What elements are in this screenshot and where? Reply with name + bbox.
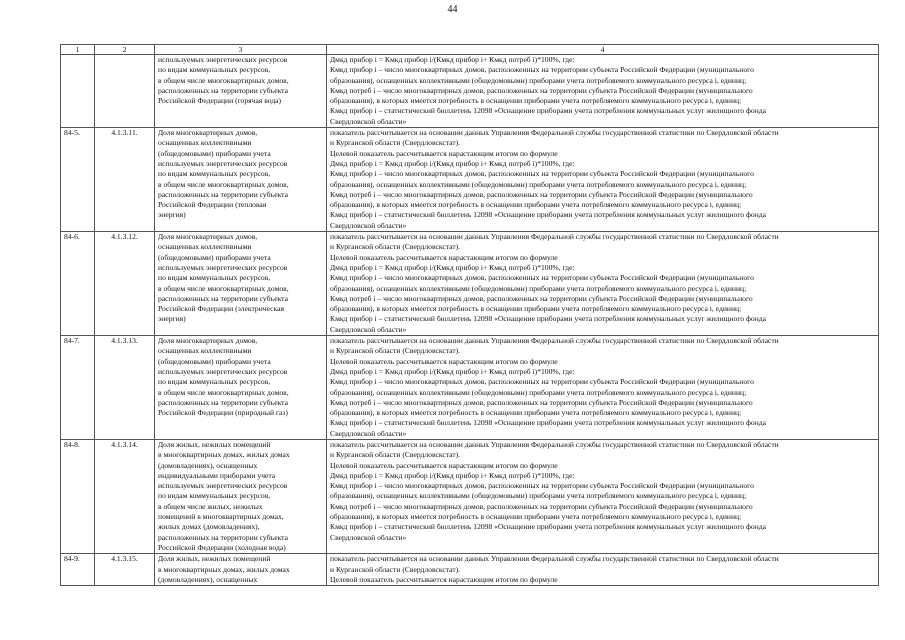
calculation-method <box>327 128 879 232</box>
calculation-method-line: Целевой показатель рассчитывается нарастающим итогом по формуле <box>330 356 558 366</box>
indicator-name-line: используемых энергетических ресурсов <box>158 481 288 491</box>
row-number <box>61 55 95 128</box>
indicator-name-line: в общем числе многоквартирных домов, <box>158 75 289 85</box>
calculation-method-line: Свердловской области» <box>330 116 407 126</box>
calculation-method-line: Целевой показатель рассчитывается нарастающим итогом по формуле <box>330 252 558 262</box>
header-col-2: 2 <box>95 45 155 55</box>
calculation-method-line: Кмкд прибор i – статистический бюллетень 12098 «Оснащение приборами учета потребления коммунальных услуг жилищного фонда <box>330 314 766 324</box>
calculation-method-line: образования), оснащенных коллективными (общедомовыми) приборами учета потребляемого коммунального ресурса i, единиц; <box>330 75 747 85</box>
indicator-name-line: энергия) <box>158 210 186 220</box>
page-number: 44 <box>447 4 458 15</box>
calculation-method-line: Кмкд потреб i – число многоквартирных домов, расположенных на территории субъекта Российской Федерации (муниципального <box>330 85 753 95</box>
indicator-name-line: (домовладениях), оснащенных <box>158 574 258 584</box>
calculation-method <box>327 554 879 586</box>
calculation-method-line: образования), оснащенных коллективными (общедомовыми) приборами учета потребляемого коммунального ресурса i, единиц; <box>330 179 747 189</box>
indicator-name-line: (общедомовыми) приборами учета <box>158 252 271 262</box>
calculation-method-line: Дмкд прибор i = Кмкд прибор i/(Кмкд прибор i+ Кмкд потреб i)*100%, где: <box>330 366 575 376</box>
calculation-method-line: и Курганской области (Свердловскстат). <box>330 450 461 460</box>
row-code: 4.1.3.12. <box>95 232 155 336</box>
indicator-name-line: в общем числе многоквартирных домов, <box>158 179 289 189</box>
calculation-method-line: Кмкд прибор i – число многоквартирных домов, расположенных на территории субъекта Российской Федерации (муниципального <box>330 169 754 179</box>
calculation-method-line: образования), в которых имеется потребность в оснащении приборами учета потребляемого коммунального ресурса i, единиц; <box>330 408 742 418</box>
indicator-name-line: по видам коммунальных ресурсов, <box>158 169 271 179</box>
calculation-method-line: показатель рассчитывается на основании данных Управления Федеральной службы государственной статистики по Свердловской области <box>330 439 779 449</box>
indicator-name-line: энергия) <box>158 314 186 324</box>
indicator-name-line: Доля жилых, нежилых помещений <box>158 554 271 564</box>
indicator-name-line: оснащенных коллективными <box>158 242 252 252</box>
calculation-method-line: Кмкд потреб i – число многоквартирных домов, расположенных на территории субъекта Российской Федерации (муниципального <box>330 293 753 303</box>
calculation-method-line: образования), оснащенных коллективными (общедомовыми) приборами учета потребляемого коммунального ресурса i, единиц; <box>330 283 747 293</box>
calculation-method-line: Кмкд потреб i – число многоквартирных домов, расположенных на территории субъекта Российской Федерации (муниципального <box>330 501 753 511</box>
calculation-method-line: показатель рассчитывается на основании данных Управления Федеральной службы государственной статистики по Свердловской области <box>330 336 779 346</box>
row-code: 4.1.3.14. <box>95 439 155 553</box>
indicator-name <box>155 128 327 232</box>
indicator-name-line: используемых энергетических ресурсов <box>158 262 288 272</box>
row-number: 84-5. <box>61 128 95 232</box>
row-code: 4.1.3.13. <box>95 336 155 440</box>
row-number: 84-7. <box>61 336 95 440</box>
indicator-name-line: в общем числе жилых, нежилых <box>158 501 263 511</box>
indicator-name-line: в многоквартирных домах, жилых домах <box>158 564 290 574</box>
indicator-name-line: Российской Федерации (тепловая <box>158 200 267 210</box>
indicator-name-line: Доля жилых, нежилых помещений <box>158 439 271 449</box>
indicator-name-line: расположенных на территории субъекта <box>158 532 288 542</box>
indicator-name-line: используемых энергетических ресурсов <box>158 366 288 376</box>
indicator-name <box>155 439 327 553</box>
calculation-method-line: Свердловской области» <box>330 428 407 438</box>
indicator-name-line: (домовладениях), оснащенных <box>158 460 258 470</box>
indicator-name-line: оснащенных коллективными <box>158 138 252 148</box>
table-header-row <box>61 45 879 55</box>
calculation-method-line: Кмкд прибор i – число многоквартирных домов, расположенных на территории субъекта Российской Федерации (муниципального <box>330 273 754 283</box>
indicator-name-line: расположенных на территории субъекта <box>158 293 288 303</box>
calculation-method-line: Свердловской области» <box>330 324 407 334</box>
indicator-name-line: расположенных на территории субъекта <box>158 397 288 407</box>
calculation-method <box>327 55 879 128</box>
indicator-name-line: жилых домах (домовладениях), <box>158 522 260 532</box>
indicator-name-line: Российской Федерации (электрическая <box>158 304 284 314</box>
calculation-method-line: Кмкд прибор i – статистический бюллетень 12098 «Оснащение приборами учета потребления коммунальных услуг жилищного фонда <box>330 418 766 428</box>
calculation-method-line: Кмкд прибор i – статистический бюллетень 12098 «Оснащение приборами учета потребления коммунальных услуг жилищного фонда <box>330 210 766 220</box>
calculation-method-line: Кмкд прибор i – число многоквартирных домов, расположенных на территории субъекта Российской Федерации (муниципального <box>330 65 754 75</box>
indicators-table <box>60 44 879 586</box>
indicator-name <box>155 232 327 336</box>
calculation-method-line: Свердловской области» <box>330 532 407 542</box>
indicator-name-line: Российской Федерации (горячая вода) <box>158 96 282 106</box>
indicator-name-line: в многоквартирных домах, жилых домах <box>158 450 290 460</box>
calculation-method-line: и Курганской области (Свердловскстат). <box>330 346 461 356</box>
table-row <box>61 55 879 128</box>
row-number: 84-6. <box>61 232 95 336</box>
header-col-1: 1 <box>61 45 95 55</box>
indicator-name-line: Доля многоквартирных домов, <box>158 336 258 346</box>
row-code <box>95 55 155 128</box>
indicator-name-line: в общем числе многоквартирных домов, <box>158 283 289 293</box>
indicator-name-line: Российской Федерации (природный газ) <box>158 408 288 418</box>
header-col-3: 3 <box>155 45 327 55</box>
row-number: 84-8. <box>61 439 95 553</box>
indicator-name-line: (общедомовыми) приборами учета <box>158 356 271 366</box>
indicator-name <box>155 336 327 440</box>
indicator-name <box>155 55 327 128</box>
calculation-method <box>327 439 879 553</box>
indicator-name-line: используемых энергетических ресурсов <box>158 158 288 168</box>
calculation-method-line: и Курганской области (Свердловскстат). <box>330 242 461 252</box>
calculation-method-line: Кмкд прибор i – статистический бюллетень 12098 «Оснащение приборами учета потребления коммунальных услуг жилищного фонда <box>330 106 766 116</box>
calculation-method-line: Кмкд потреб i – число многоквартирных домов, расположенных на территории субъекта Российской Федерации (муниципального <box>330 189 753 199</box>
calculation-method-line: Целевой показатель рассчитывается нарастающим итогом по формуле <box>330 460 558 470</box>
indicator-name-line: по видам коммунальных ресурсов, <box>158 273 271 283</box>
indicator-name-line: по видам коммунальных ресурсов, <box>158 377 271 387</box>
indicator-name-line: по видам коммунальных ресурсов, <box>158 65 271 75</box>
header-col-4: 4 <box>327 45 879 55</box>
calculation-method-line: Кмкд прибор i – число многоквартирных домов, расположенных на территории субъекта Российской Федерации (муниципального <box>330 377 754 387</box>
calculation-method-line: Целевой показатель рассчитывается нарастающим итогом по формуле <box>330 574 558 584</box>
calculation-method-line: Кмкд прибор i – статистический бюллетень 12098 «Оснащение приборами учета потребления коммунальных услуг жилищного фонда <box>330 522 766 532</box>
indicator-name-line: в общем числе многоквартирных домов, <box>158 387 289 397</box>
calculation-method-line: показатель рассчитывается на основании данных Управления Федеральной службы государственной статистики по Свердловской области <box>330 232 779 242</box>
calculation-method-line: Целевой показатель рассчитывается нарастающим итогом по формуле <box>330 148 558 158</box>
table-row <box>61 554 879 586</box>
calculation-method-line: образования), в которых имеется потребность в оснащении приборами учета потребляемого коммунального ресурса i, единиц; <box>330 304 742 314</box>
calculation-method-line: Дмкд прибор i = Кмкд прибор i/(Кмкд прибор i+ Кмкд потреб i)*100%, где: <box>330 470 575 480</box>
indicator-name-line: Российской Федерации (холодная вода) <box>158 542 286 552</box>
table-row <box>61 439 879 553</box>
indicator-name-line: Доля многоквартирных домов, <box>158 128 258 138</box>
calculation-method-line: образования), в которых имеется потребность в оснащении приборами учета потребляемого коммунального ресурса i, единиц; <box>330 512 742 522</box>
indicator-name-line: используемых энергетических ресурсов <box>158 55 288 64</box>
calculation-method-line: образования), в которых имеется потребность в оснащении приборами учета потребляемого коммунального ресурса i, единиц; <box>330 200 742 210</box>
row-code: 4.1.3.11. <box>95 128 155 232</box>
calculation-method-line: образования), оснащенных коллективными (общедомовыми) приборами учета потребляемого коммунального ресурса i, единиц; <box>330 387 747 397</box>
calculation-method-line: Дмкд прибор i = Кмкд прибор i/(Кмкд прибор i+ Кмкд потреб i)*100%, где: <box>330 55 575 64</box>
table-row <box>61 336 879 440</box>
calculation-method-line: и Курганской области (Свердловскстат). <box>330 138 461 148</box>
indicator-name-line: помещений в многоквартирных домах, <box>158 512 284 522</box>
calculation-method-line: Кмкд потреб i – число многоквартирных домов, расположенных на территории субъекта Российской Федерации (муниципального <box>330 397 753 407</box>
calculation-method-line: показатель рассчитывается на основании данных Управления Федеральной службы государственной статистики по Свердловской области <box>330 128 779 138</box>
calculation-method-line: Свердловской области» <box>330 220 407 230</box>
calculation-method-line: образования), оснащенных коллективными (общедомовыми) приборами учета потребляемого коммунального ресурса i, единиц; <box>330 491 747 501</box>
calculation-method-line: Кмкд прибор i – число многоквартирных домов, расположенных на территории субъекта Российской Федерации (муниципального <box>330 481 754 491</box>
table-row <box>61 128 879 232</box>
calculation-method <box>327 336 879 440</box>
calculation-method-line: показатель рассчитывается на основании данных Управления Федеральной службы государственной статистики по Свердловской области <box>330 554 779 564</box>
table-row <box>61 232 879 336</box>
indicator-name-line: Доля многоквартирных домов, <box>158 232 258 242</box>
row-code: 4.1.3.15. <box>95 554 155 586</box>
calculation-method-line: и Курганской области (Свердловскстат). <box>330 564 461 574</box>
indicator-name-line: оснащенных коллективными <box>158 346 252 356</box>
indicator-name-line: (общедомовыми) приборами учета <box>158 148 271 158</box>
calculation-method-line: Дмкд прибор i = Кмкд прибор i/(Кмкд прибор i+ Кмкд потреб i)*100%, где: <box>330 262 575 272</box>
indicator-name-line: индивидуальными приборами учета <box>158 470 276 480</box>
indicator-name <box>155 554 327 586</box>
calculation-method-line: Дмкд прибор i = Кмкд прибор i/(Кмкд прибор i+ Кмкд потреб i)*100%, где: <box>330 158 575 168</box>
calculation-method <box>327 232 879 336</box>
calculation-method-line: образования), в которых имеется потребность в оснащении приборами учета потребляемого коммунального ресурса i, единиц; <box>330 96 742 106</box>
row-number: 84-9. <box>61 554 95 586</box>
indicator-name-line: расположенных на территории субъекта <box>158 85 288 95</box>
indicator-name-line: расположенных на территории субъекта <box>158 189 288 199</box>
indicator-name-line: по видам коммунальных ресурсов, <box>158 491 271 501</box>
